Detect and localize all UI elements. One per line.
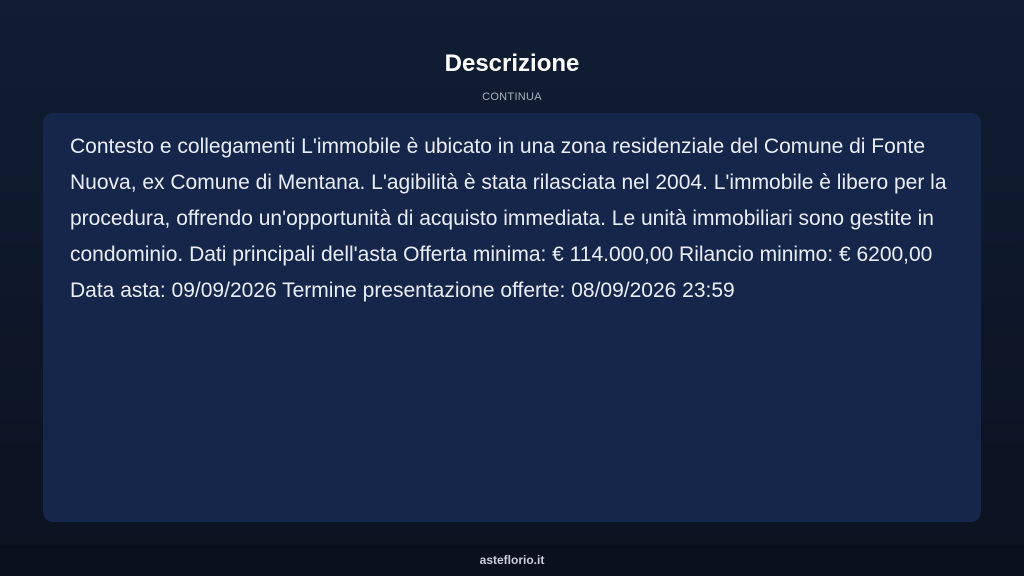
description-text: Contesto e collegamenti L'immobile è ubicato in una zona residenziale del Comune di Fonte Nuova, ex Comune di Mentana. L'agibilità è stata rilasciata nel 2004. L'immobile è libero per la procedura, offrendo un'opportunità di acquisto immediata. Le unità immobiliari sono gestite in condominio. Dati principali dell'asta Offerta minima: € 114.000,00 Rilancio minimo: € 6200,00 Data asta: 09/09/2026 Termine presentazione offerte: 08/09/2026 23:59 (70, 135, 947, 302)
site-name: asteflorio.it (479, 553, 545, 567)
description-card (43, 113, 981, 522)
page-title: Descrizione (444, 50, 580, 77)
footer-bar (0, 545, 1024, 576)
page-subtitle: CONTINUA (482, 91, 542, 103)
